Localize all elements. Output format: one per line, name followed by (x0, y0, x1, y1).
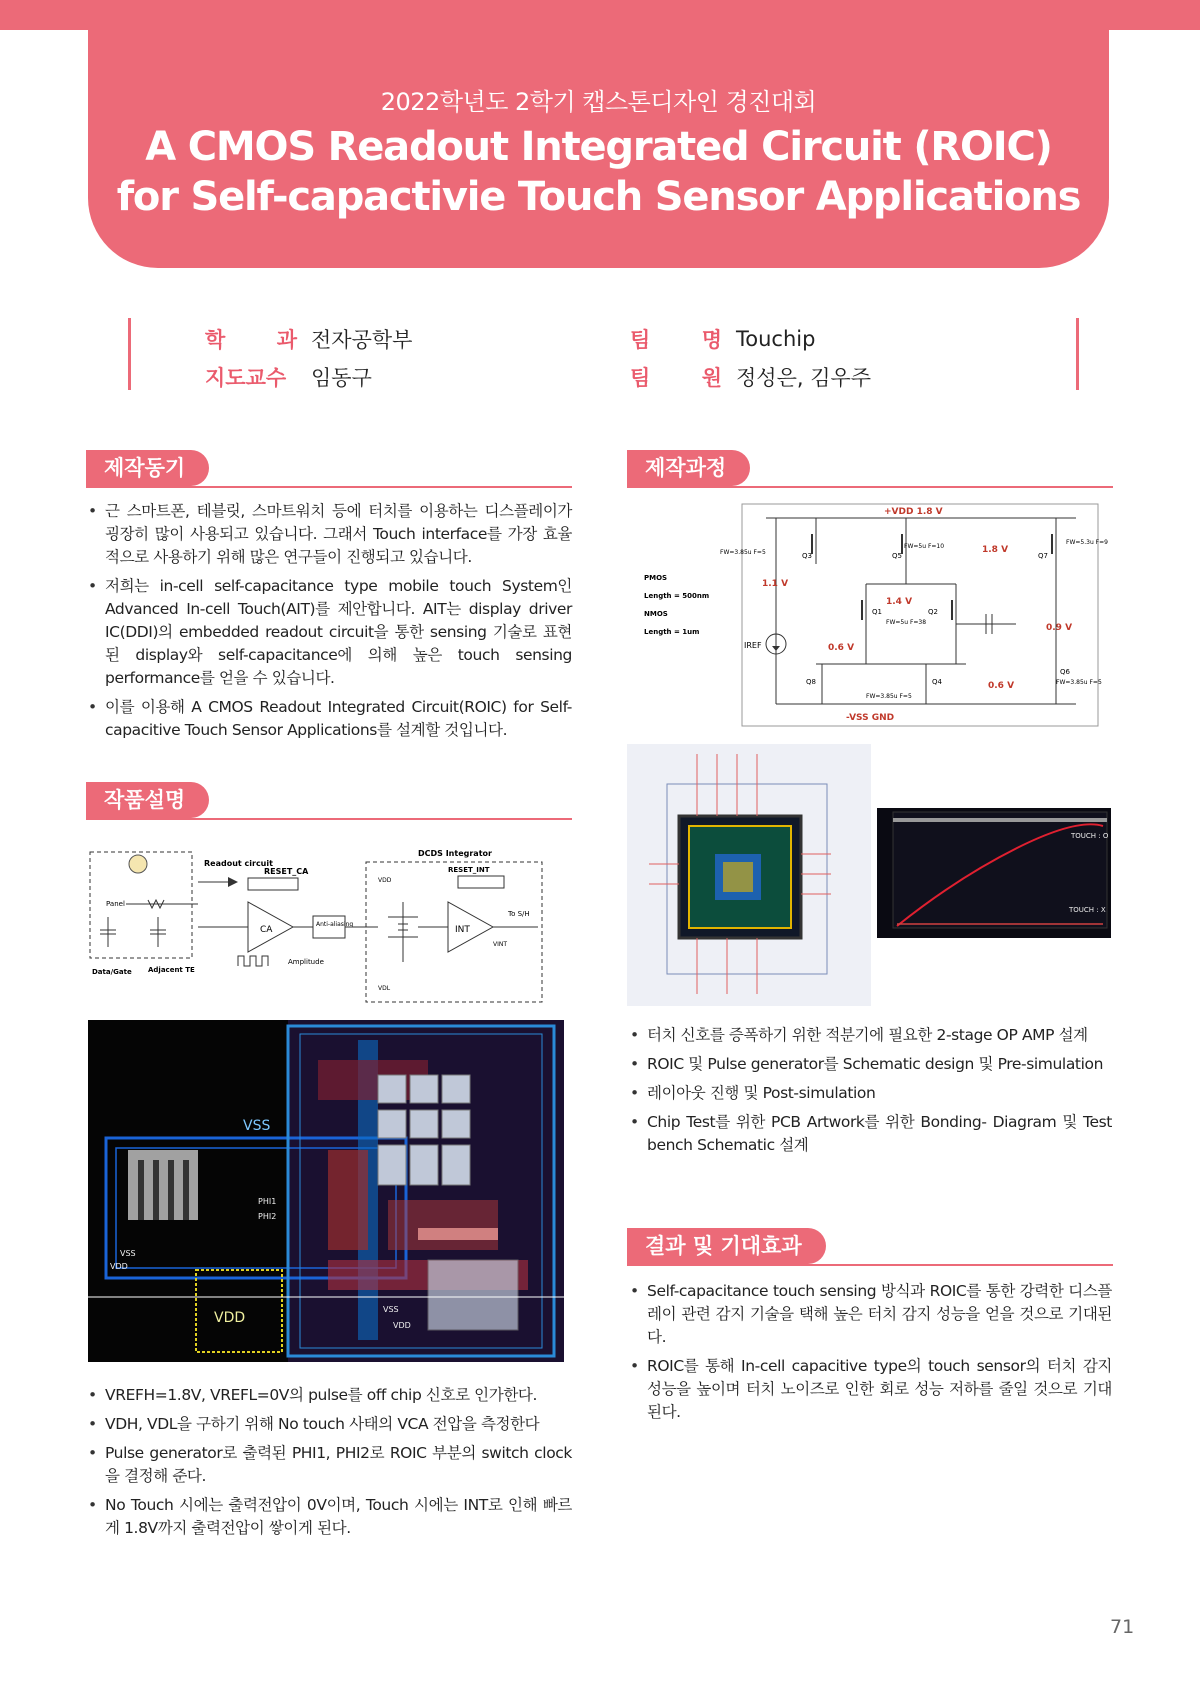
list-item: • ROIC를 통해 In-cell capacitive type의 touch sensor의 터치 감지 성능을 높이며 터치 노이즈로 인한 회로 성능 저하를 줄일 것으로 기대된다. (630, 1355, 1112, 1424)
vdd-label: +VDD 1.8 V (884, 507, 943, 517)
title-banner (88, 0, 1109, 268)
q-label: Q3 (802, 552, 812, 560)
q-label: Q8 (806, 678, 816, 686)
list-item: • ROIC 및 Pulse generator를 Schematic design 및 Pre-simulation (630, 1053, 1112, 1076)
q4-size-label: FW=3.85u F=5 (866, 693, 912, 700)
title-line-2: for Self-capactivie Touch Sensor Applications (116, 174, 1081, 220)
section-line-motivation (86, 486, 572, 488)
list-item: • VREFH=1.8V, VREFL=0V의 pulse를 off chip 신호로 인가한다. (88, 1384, 572, 1407)
layout-vss-top: VSS (243, 1118, 271, 1134)
v-1-8-label: 1.8 V (982, 545, 1009, 555)
list-item: • 레이아웃 진행 및 Post-simulation (630, 1082, 1112, 1105)
q-label: Q4 (932, 678, 942, 686)
section-title-results: 결과 및 기대효과 (627, 1228, 826, 1264)
list-item: • 근 스마트폰, 테블릿, 스마트워치 등에 터치를 이용하는 디스플레이가 굉장히 많이 사용되고 있습니다. 그래서 Touch interface를 가장 효율적으로 사용하기 위해 많은 연구들이 진행되고 있습니다. (88, 500, 572, 569)
info-members: 팀 원 정성은, 김우주 (630, 366, 872, 390)
results-list (630, 1280, 1112, 1430)
q-label: Q2 (928, 608, 938, 616)
q6-size-label: FW=3.85u F=5 (1056, 679, 1102, 686)
v-0-9-label: 0.9 V (1046, 623, 1073, 633)
q-label: Q6 (1060, 668, 1070, 676)
list-item: • VDH, VDL을 구하기 위해 No touch 사태의 VCA 전압을 측정한다 (88, 1413, 572, 1436)
nmos-length-label: Length = 1um (644, 628, 700, 636)
iref-label: IREF (744, 641, 762, 650)
q7-size-label: FW=5.3u F=9 (1066, 539, 1108, 546)
amplitude-label: Amplitude (288, 958, 324, 966)
section-title-process: 제작과정 (627, 450, 750, 486)
touch-o-label: TOUCH : O (1071, 832, 1109, 840)
v-0-6-right-label: 0.6 V (988, 681, 1015, 691)
list-item: • Pulse generator로 출력된 PHI1, PHI2로 ROIC 부분의 switch clock을 결정해 준다. (88, 1442, 572, 1488)
info-advisor: 지도교수 임동구 (205, 366, 372, 390)
vint-label: VINT (493, 941, 508, 948)
simulation-waveform (877, 808, 1111, 938)
vdd-readout-label: VDD (378, 877, 392, 884)
reset-int-label: RESET_INT (448, 866, 490, 874)
list-item: • Chip Test를 위한 PCB Artwork를 위한 Bonding- Diagram 및 Test bench Schematic 설계 (630, 1111, 1112, 1157)
list-item: • 터치 신호를 증폭하기 위한 적분기에 필요한 2-stage OP AMP 설계 (630, 1024, 1112, 1047)
pmos-length-label: Length = 500nm (644, 592, 710, 600)
info-dept: 학 과 전자공학부 (205, 328, 413, 352)
q-label: Q7 (1038, 552, 1048, 560)
q5-size-label: FW=5u F=10 (904, 543, 945, 550)
section-title-description: 작품설명 (86, 782, 209, 818)
section-title-motivation: 제작동기 (86, 450, 209, 486)
reset-ca-label: RESET_CA (264, 867, 309, 876)
adjacent-label: Adjacent TE (148, 966, 195, 974)
readout-label: Readout circuit (204, 859, 273, 868)
project-title (88, 122, 1109, 222)
motivation-list (88, 500, 572, 748)
pmos-label: PMOS (644, 574, 668, 582)
data-gate-label: Data/Gate (92, 968, 132, 976)
list-item: • Self-capacitance touch sensing 방식과 ROIC를 통한 강력한 디스플레이 관련 감지 기술을 택해 높은 터치 감지 성능을 얻을 것으로 기대된다. (630, 1280, 1112, 1349)
list-item: • 저희는 in-cell self-capacitance type mobile touch System인 Advanced In-cell Touch(AIT)를 제안합니다. AIT는 display driver IC(DDI)의 embedded readout circuit을 통한 sensing 기술로 표현된 display와 self-capacitance에 의해 높은 touch sensing performance를 얻을 수 있습니다. (88, 575, 572, 690)
title-line-1: A CMOS Readout Integrated Circuit (ROIC) (145, 124, 1052, 170)
layout-vss-left: VSS (120, 1249, 136, 1258)
v-1-4-label: 1.4 V (886, 597, 913, 607)
list-item: • No Touch 시에는 출력전압이 0V이며, Touch 시에는 INT로 인해 빠르게 1.8V까지 출력전압이 쌓이게 된다. (88, 1494, 572, 1540)
panel-label: Panel (106, 900, 125, 908)
readout-circuit-diagram (88, 842, 546, 1006)
q-label: Q5 (892, 552, 902, 560)
section-line-description (86, 818, 572, 820)
q3-size-label: FW=3.85u F=5 (720, 549, 766, 556)
q1-size-label: FW=5u F=38 (886, 619, 927, 626)
touch-x-label: TOUCH : X (1069, 906, 1106, 914)
layout-vdd-left: VDD (110, 1262, 128, 1271)
ca-label: CA (260, 925, 273, 935)
layout-phi2: PHI2 (258, 1212, 277, 1221)
layout-vdd-big: VDD (214, 1310, 246, 1326)
v-0-6-left-label: 0.6 V (828, 643, 855, 653)
layout-vss-bottom: VSS (383, 1305, 399, 1314)
v-1-1-label: 1.1 V (762, 579, 789, 589)
info-team: 팀 명 Touchip (630, 327, 816, 352)
dcds-label: DCDS Integrator (418, 849, 492, 858)
process-list (630, 1024, 1112, 1163)
roic-layout-image (88, 1020, 564, 1362)
int-label: INT (455, 925, 470, 935)
op-amp-schematic (636, 504, 1108, 726)
section-line-process (627, 486, 1113, 488)
vdl-readout-label: VDL (378, 985, 391, 992)
section-line-results (627, 1264, 1113, 1266)
page-number: 71 (1110, 1616, 1135, 1638)
layout-vdd-bottom: VDD (393, 1321, 411, 1330)
anti-aliasing-label: Anti-aliasing (316, 921, 354, 928)
gnd-label: -VSS GND (846, 713, 895, 723)
layout-phi1: PHI1 (258, 1197, 277, 1206)
nmos-label: NMOS (644, 610, 668, 618)
competition-subtitle: 2022학년도 2학기 캡스톤디자인 경진대회 (380, 88, 817, 116)
list-item: • 이를 이용해 A CMOS Readout Integrated Circuit(ROIC) for Self-capacitive Touch Sensor Applications를 설계할 것입니다. (88, 696, 572, 742)
bonding-diagram (627, 744, 871, 1006)
q-label: Q1 (872, 608, 882, 616)
to-sh-label: To S/H (508, 910, 530, 918)
description-list (88, 1384, 572, 1546)
